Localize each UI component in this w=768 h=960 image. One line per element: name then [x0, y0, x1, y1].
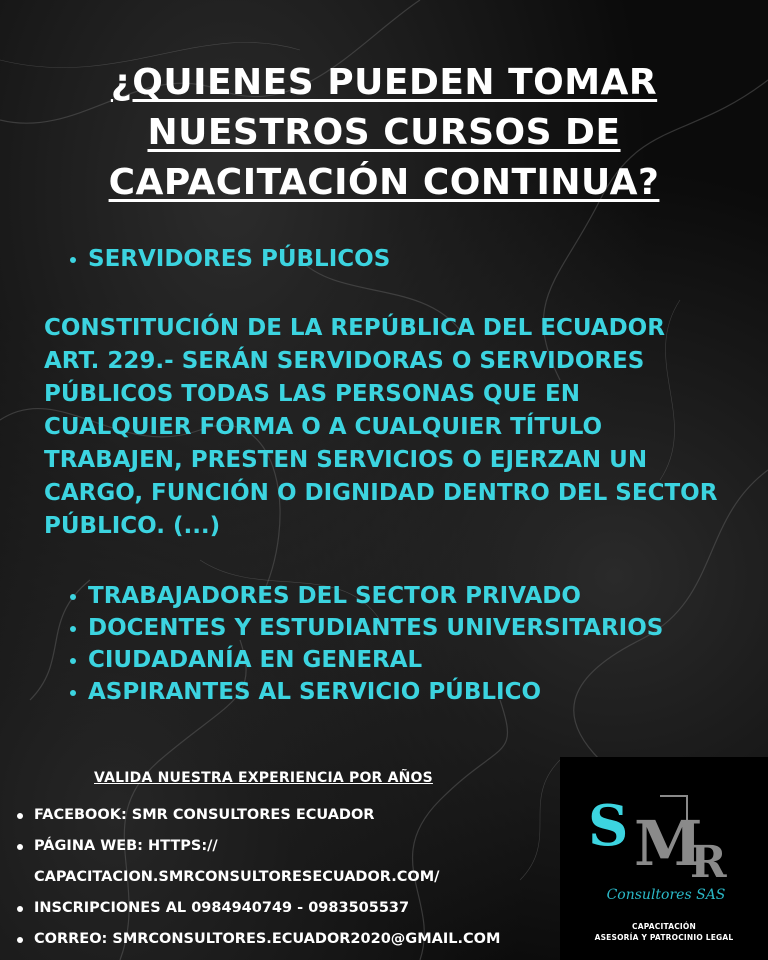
paragraph-line: TRABAJEN, PRESTEN SERVICIOS O EJERZAN UN [44, 447, 648, 473]
paragraph-line: PÚBLICO. (...) [44, 513, 221, 539]
website-url[interactable]: CAPACITACION.SMRCONSULTORESECUADOR.COM/ [34, 869, 440, 885]
title-line-3: CAPACITACIÓN CONTINUA? [108, 162, 660, 203]
paragraph-line: CARGO, FUNCIÓN O DIGNIDAD DENTRO DEL SECTOR [44, 480, 718, 506]
list-item: DOCENTES Y ESTUDIANTES UNIVERSITARIOS [64, 612, 663, 644]
first-bullet-list [64, 243, 390, 275]
logo-subtitle [560, 921, 768, 943]
list-item: CIUDADANÍA EN GENERAL [64, 644, 663, 676]
facebook-item[interactable]: FACEBOOK: SMR CONSULTORES ECUADOR [14, 800, 500, 831]
logo-letter-r: R [690, 837, 727, 888]
logo-letter-s: S [588, 793, 629, 859]
logo-subtitle-line-1: CAPACITACIÓN [632, 922, 696, 931]
second-bullet-list [64, 580, 663, 708]
smr-logo [560, 757, 768, 960]
website-label[interactable]: PÁGINA WEB: HTTPS:// [14, 831, 500, 862]
email-item[interactable]: CORREO: SMRCONSULTORES.ECUADOR2020@GMAIL.COM [14, 924, 500, 955]
constitution-paragraph [44, 312, 744, 543]
paragraph-line: CONSTITUCIÓN DE LA REPÚBLICA DEL ECUADOR [44, 315, 665, 341]
list-item: TRABAJADORES DEL SECTOR PRIVADO [64, 580, 663, 612]
logo-letter-m: M [634, 807, 703, 880]
title-line-2: NUESTROS CURSOS DE [147, 112, 621, 153]
main-title [0, 58, 768, 208]
logo-script-text: Consultores SAS [606, 887, 726, 903]
list-item: ASPIRANTES AL SERVICIO PÚBLICO [64, 676, 663, 708]
paragraph-line: CUALQUIER FORMA O A CUALQUIER TÍTULO [44, 414, 603, 440]
paragraph-line: ART. 229.- SERÁN SERVIDORAS O SERVIDORES [44, 348, 645, 374]
paragraph-line: PÚBLICOS TODAS LAS PERSONAS QUE EN [44, 381, 580, 407]
contact-list [14, 800, 500, 955]
list-item: SERVIDORES PÚBLICOS [64, 243, 390, 275]
registration-phones[interactable]: INSCRIPCIONES AL 0984940749 - 0983505537 [14, 893, 500, 924]
logo-subtitle-line-2: ASESORÍA Y PATROCINIO LEGAL [594, 933, 734, 942]
title-line-1: ¿QUIENES PUEDEN TOMAR [110, 62, 658, 103]
footer-heading: VALIDA NUESTRA EXPERIENCIA POR AÑOS [94, 770, 433, 786]
